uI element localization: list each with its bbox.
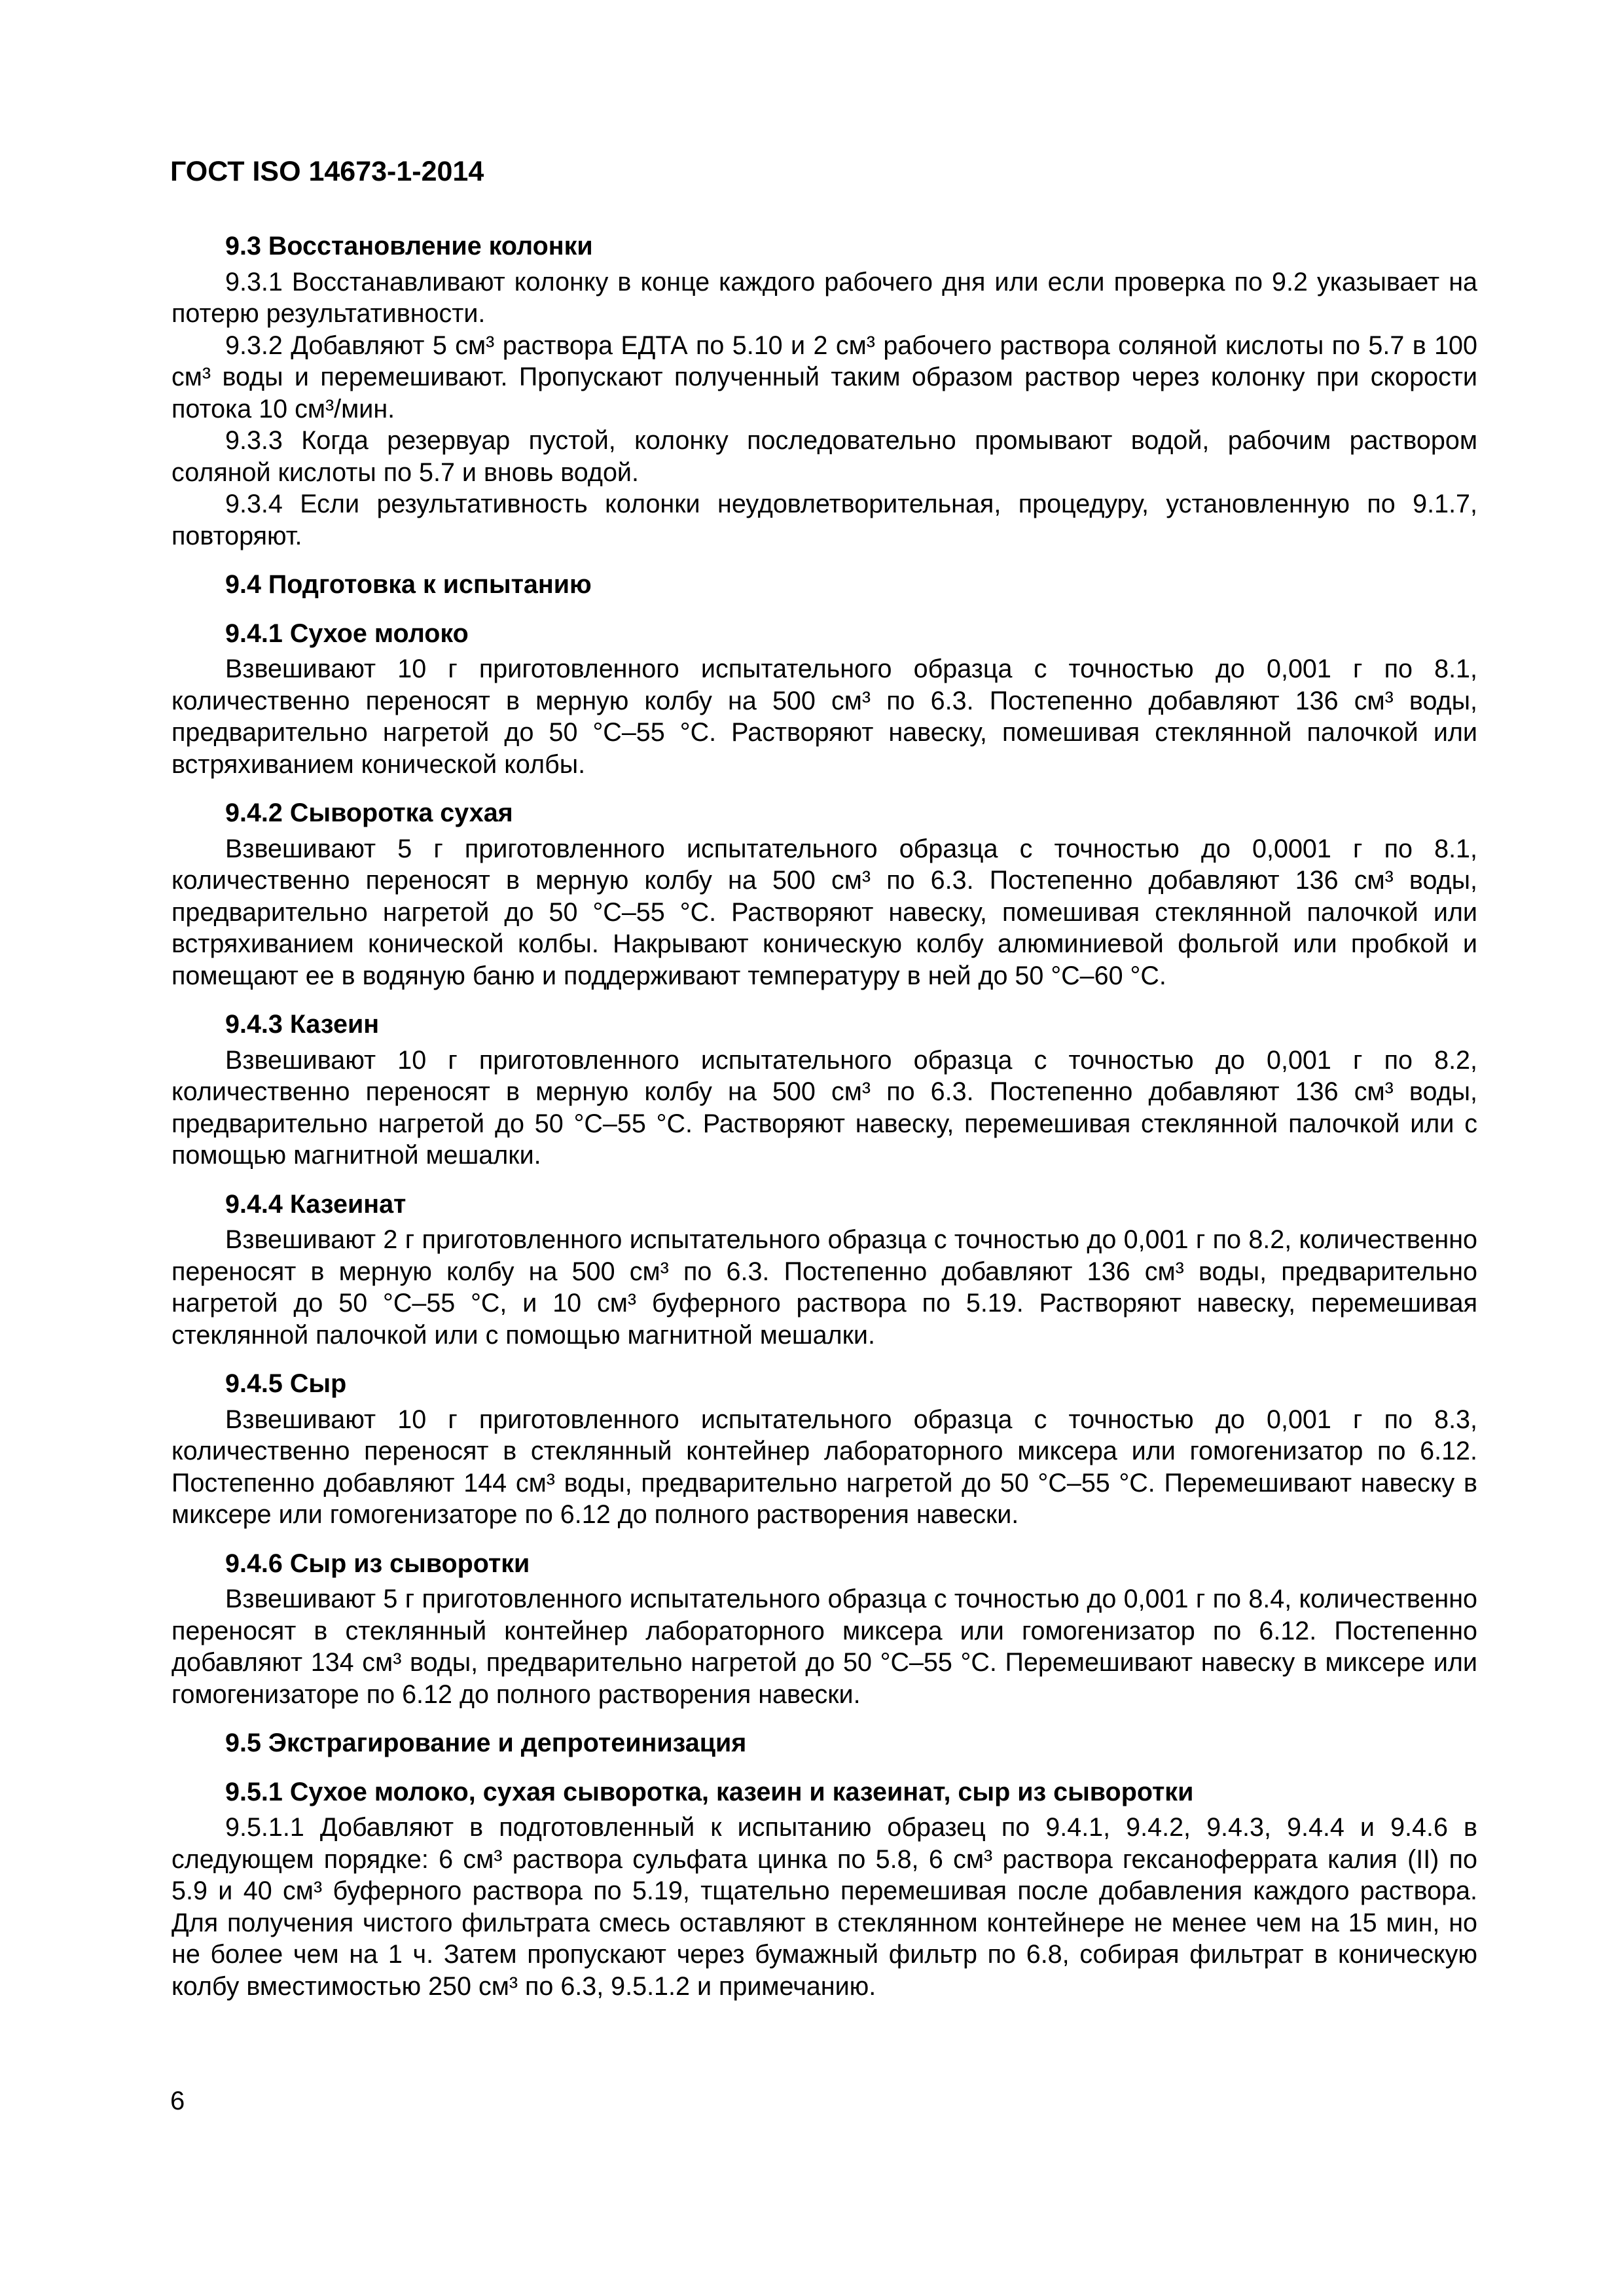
document-code-header: ГОСТ ISO 14673-1-2014 bbox=[170, 156, 484, 187]
paragraph-9-4-2: Взвешивают 5 г приготовленного испытательного образца с точностью до 0,0001 г по 8.1, количественно переносят в мерную колбу на 500 см³ по 6.3. Постепенно добавляют 136 см³ воды, предварительно нагретой до 50 °С–55 °С. Растворяют навеску, помешивая стеклянной палочкой или встряхиванием конической колбы. Накрывают коническую колбу алюминиевой фольгой или пробкой и помещают ее в водяную баню и поддерживают температуру в ней до 50 °С–60 °С. bbox=[171, 834, 1477, 990]
paragraph-9-3-3: 9.3.3 Когда резервуар пустой, колонку последовательно промывают водой, рабочим раствором соляной кислоты по 5.7 и вновь водой. bbox=[171, 426, 1477, 487]
paragraph-9-3-2: 9.3.2 Добавляют 5 см³ раствора ЕДТА по 5.10 и 2 см³ рабочего раствора соляной кислоты по 5.7 в 100 см³ воды и перемешивают. Пропускают полученный таким образом раствор через колонку при скорости потока 10 см³/мин. bbox=[171, 331, 1477, 423]
subsection-heading-9-4-4: 9.4.4 Казеинат bbox=[225, 1189, 406, 1219]
section-heading-9-4: 9.4 Подготовка к испытанию bbox=[225, 570, 592, 599]
paragraph-9-3-4: 9.3.4 Если результативность колонки неудовлетворительная, процедуру, установленную по 9.1.7, повторяют. bbox=[171, 490, 1477, 550]
subsection-heading-9-4-3: 9.4.3 Казеин bbox=[225, 1010, 380, 1039]
document-body bbox=[171, 230, 1477, 2002]
paragraph-9-4-3: Взвешивают 10 г приготовленного испытательного образца с точностью до 0,001 г по 8.2, количественно переносят в мерную колбу на 500 см³ по 6.3. Постепенно добавляют 136 см³ воды, предварительно нагретой до 50 °С–55 °С. Растворяют навеску, перемешивая стеклянной палочкой или с помощью магнитной мешалки. bbox=[171, 1045, 1477, 1170]
subsection-heading-9-4-6: 9.4.6 Сыр из сыворотки bbox=[225, 1549, 530, 1578]
subsection-heading-9-4-2: 9.4.2 Сыворотка сухая bbox=[225, 798, 513, 827]
paragraph-9-4-5: Взвешивают 10 г приготовленного испытательного образца с точностью до 0,001 г по 8.3, количественно переносят в стеклянный контейнер лабораторного миксера или гомогенизатор по 6.12. Постепенно добавляют 144 см³ воды, предварительно нагретой до 50 °С–55 °С. Перемешивают навеску в миксере или гомогенизаторе по 6.12 до полного растворения навески. bbox=[171, 1405, 1477, 1529]
paragraph-9-3-1: 9.3.1 Восстанавливают колонку в конце каждого рабочего дня или если проверка по 9.2 указывает на потерю результативности. bbox=[171, 267, 1477, 328]
section-heading-9-3: 9.3 Восстановление колонки bbox=[225, 232, 593, 260]
paragraph-9-5-1-1: 9.5.1.1 Добавляют в подготовленный к испытанию образец по 9.4.1, 9.4.2, 9.4.3, 9.4.4 и 9.4.6 в следующем порядке: 6 см³ раствора сульфата цинка по 5.8, 6 см³ раствора гексаноферрата калия (II) по 5.9 и 40 см³ буферного раствора по 5.19, тщательно перемешивая после добавления каждого раствора. Для получения чистого фильтрата смесь оставляют в стеклянном контейнере не менее чем на 15 мин, но не более чем на 1 ч. Затем пропускают через бумажный фильтр по 6.8, собирая фильтрат в коническую колбу вместимостью 250 см³ по 6.3, 9.5.1.2 и примечанию. bbox=[171, 1813, 1477, 2001]
section-heading-9-5: 9.5 Экстрагирование и депротеинизация bbox=[225, 1729, 747, 1757]
subsection-heading-9-4-1: 9.4.1 Сухое молоко bbox=[225, 619, 469, 648]
paragraph-9-4-4: Взвешивают 2 г приготовленного испытательного образца с точностью до 0,001 г по 8.2, количественно переносят в мерную колбу на 500 см³ по 6.3. Постепенно добавляют 136 см³ воды, предварительно нагретой до 50 °С–55 °С, и 10 см³ буферного раствора по 5.19. Растворяют навеску, перемешивая стеклянной палочкой или с помощью магнитной мешалки. bbox=[171, 1225, 1477, 1350]
paragraph-9-4-6: Взвешивают 5 г приготовленного испытательного образца с точностью до 0,001 г по 8.4, количественно переносят в стеклянный контейнер лабораторного миксера или гомогенизатор по 6.12. Постепенно добавляют 134 см³ воды, предварительно нагретой до 50 °С–55 °С. Перемешивают навеску в миксере или гомогенизаторе по 6.12 до полного растворения навески. bbox=[171, 1585, 1477, 1709]
subsection-heading-9-5-1: 9.5.1 Сухое молоко, сухая сыворотка, казеин и казеинат, сыр из сыворотки bbox=[225, 1777, 1194, 1806]
page-number: 6 bbox=[170, 2087, 185, 2115]
subsection-heading-9-4-5: 9.4.5 Сыр bbox=[225, 1369, 347, 1398]
paragraph-9-4-1: Взвешивают 10 г приготовленного испытательного образца с точностью до 0,001 г по 8.1, количественно переносят в мерную колбу на 500 см³ по 6.3. Постепенно добавляют 136 см³ воды, предварительно нагретой до 50 °С–55 °С. Растворяют навеску, помешивая стеклянной палочкой или встряхиванием конической колбы. bbox=[171, 655, 1477, 779]
